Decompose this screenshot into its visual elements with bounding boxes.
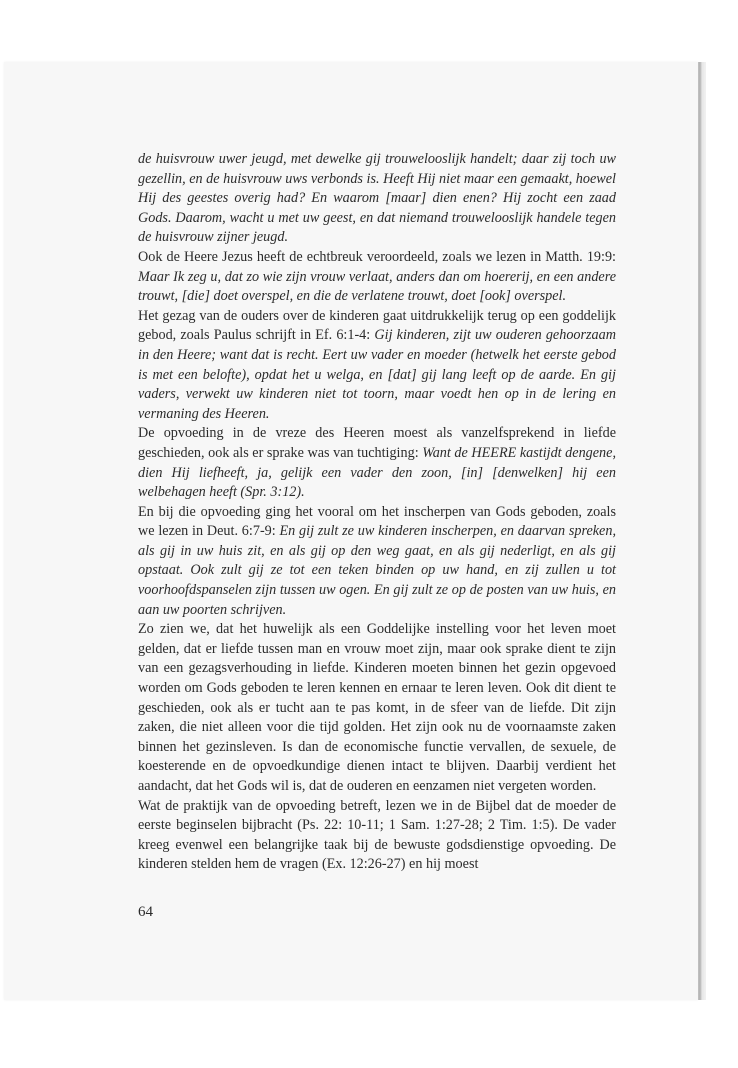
paragraph-text: De opvoeding in de vreze des Heeren moest als vanzelfsprekend in liefde geschieden, ook als er sprake was van tuchtiging:	[138, 425, 616, 461]
scripture-quote: Maar Ik zeg u, dat zo wie zijn vrouw verlaat, anders dan om hoererij, en een andere trouwt, [die] doet overspel, en die de verlatene trouwt, doet [ook] overspel.	[138, 268, 616, 305]
paragraph-upbringing-practice	[138, 797, 616, 875]
paragraph-ephesians	[138, 307, 616, 425]
scripture-quote: de huisvrouw uwer jeugd, met dewelke gij trouwelooslijk handelt; daar zij toch uw gezellin, en de huisvrouw uws verbonds is. Heeft Hij niet maar een gemaakt, hoewel Hij des geestes overig had? En waarom [maar] dien enen? Hij zocht een zaad Gods. Daarom, wacht u met uw geest, en dat niemand trouwelooslijk handele tegen de huisvrouw zijner jeugd.	[138, 151, 616, 246]
paragraph-matthew	[138, 248, 616, 307]
paragraph-proverbs	[138, 424, 616, 502]
body-text	[138, 150, 616, 875]
scripture-quote: Gij kinderen, zijt uw ouderen gehoorzaam in den Heere; want dat is recht. Eert uw vader en moeder (hetwelk het eerste gebod is met een belofte), opdat het u welga, en [dat] gij lang leeft op de aarde. En gij vaders, verwekt uw kinderen niet tot toorn, maar voedt hen op in de lering en vermaning des Heeren.	[138, 327, 616, 422]
scripture-quote: En gij zult ze uw kinderen inscherpen, en daarvan spreken, als gij in uw huis zit, en als gij op den weg gaat, en als gij nederligt, en als gij opstaat. Ook zult gij ze tot een teken binden op uw hand, en zij zullen u tot voorhoofdspanselen zijn tussen uw ogen. En gij zult ze op de posten van uw huis, en aan uw poorten schrijven.	[138, 523, 616, 618]
paragraph-malachi-quote	[138, 150, 616, 248]
paragraph-text: Het gezag van de ouders over de kinderen gaat uitdrukkelijk terug op een goddelijk gebod, zoals Paulus schrijft in Ef. 6:1-4:	[138, 307, 616, 344]
page-number: 64	[138, 904, 153, 920]
paragraph-text: En bij die opvoeding ging het vooral om het inscherpen van Gods geboden, zoals we lezen in Deut. 6:7-9:	[138, 503, 616, 540]
paragraph-text: Zo zien we, dat het huwelijk als een Goddelijke instelling voor het leven moet gelden, dat er liefde tussen man en vrouw moet zijn, maar ook sprake dient te zijn van een gezagsverhouding in liefde. Kinderen moeten binnen het gezin opgevoed worden om Gods geboden te leren kennen en ernaar te leren leven. Ook dit dient te geschieden, ook als er tucht aan te pas komt, in de sfeer van de liefde. Dit zijn zaken, die niet alleen voor die tijd golden. Het zijn ook nu de voornaamste zaken binnen het gezinsleven. Is dan de economische functie vervallen, de sexuele, de koesterende en de opvoedkundige dienen intact te blijven. Daarbij verdient het aandacht, dat het Gods wil is, dat de ouderen en eenzamen niet vergeten worden.	[138, 621, 616, 794]
page-edge	[698, 62, 706, 1000]
scripture-quote: Want de HEERE kastijdt dengene, dien Hij liefheeft, ja, gelijk een vader den zoon, [in] [denwelken] hij een welbehagen heeft (Spr. 3:12).	[138, 444, 616, 501]
paragraph-marriage-summary	[138, 620, 616, 796]
paragraph-text: Ook de Heere Jezus heeft de echtbreuk veroordeeld, zoals we lezen in Matth. 19:9:	[138, 248, 616, 265]
paragraph-deuteronomy	[138, 503, 616, 621]
paragraph-text: Wat de praktijk van de opvoeding betreft, lezen we in de Bijbel dat de moeder de eerste beginselen bijbracht (Ps. 22: 10-11; 1 Sam. 1:27-28; 2 Tim. 1:5). De vader kreeg evenwel een belangrijke taak bij de bewuste godsdienstige opvoeding. De kinderen stelden hem de vragen (Ex. 12:26-27) en hij moest	[138, 797, 616, 873]
